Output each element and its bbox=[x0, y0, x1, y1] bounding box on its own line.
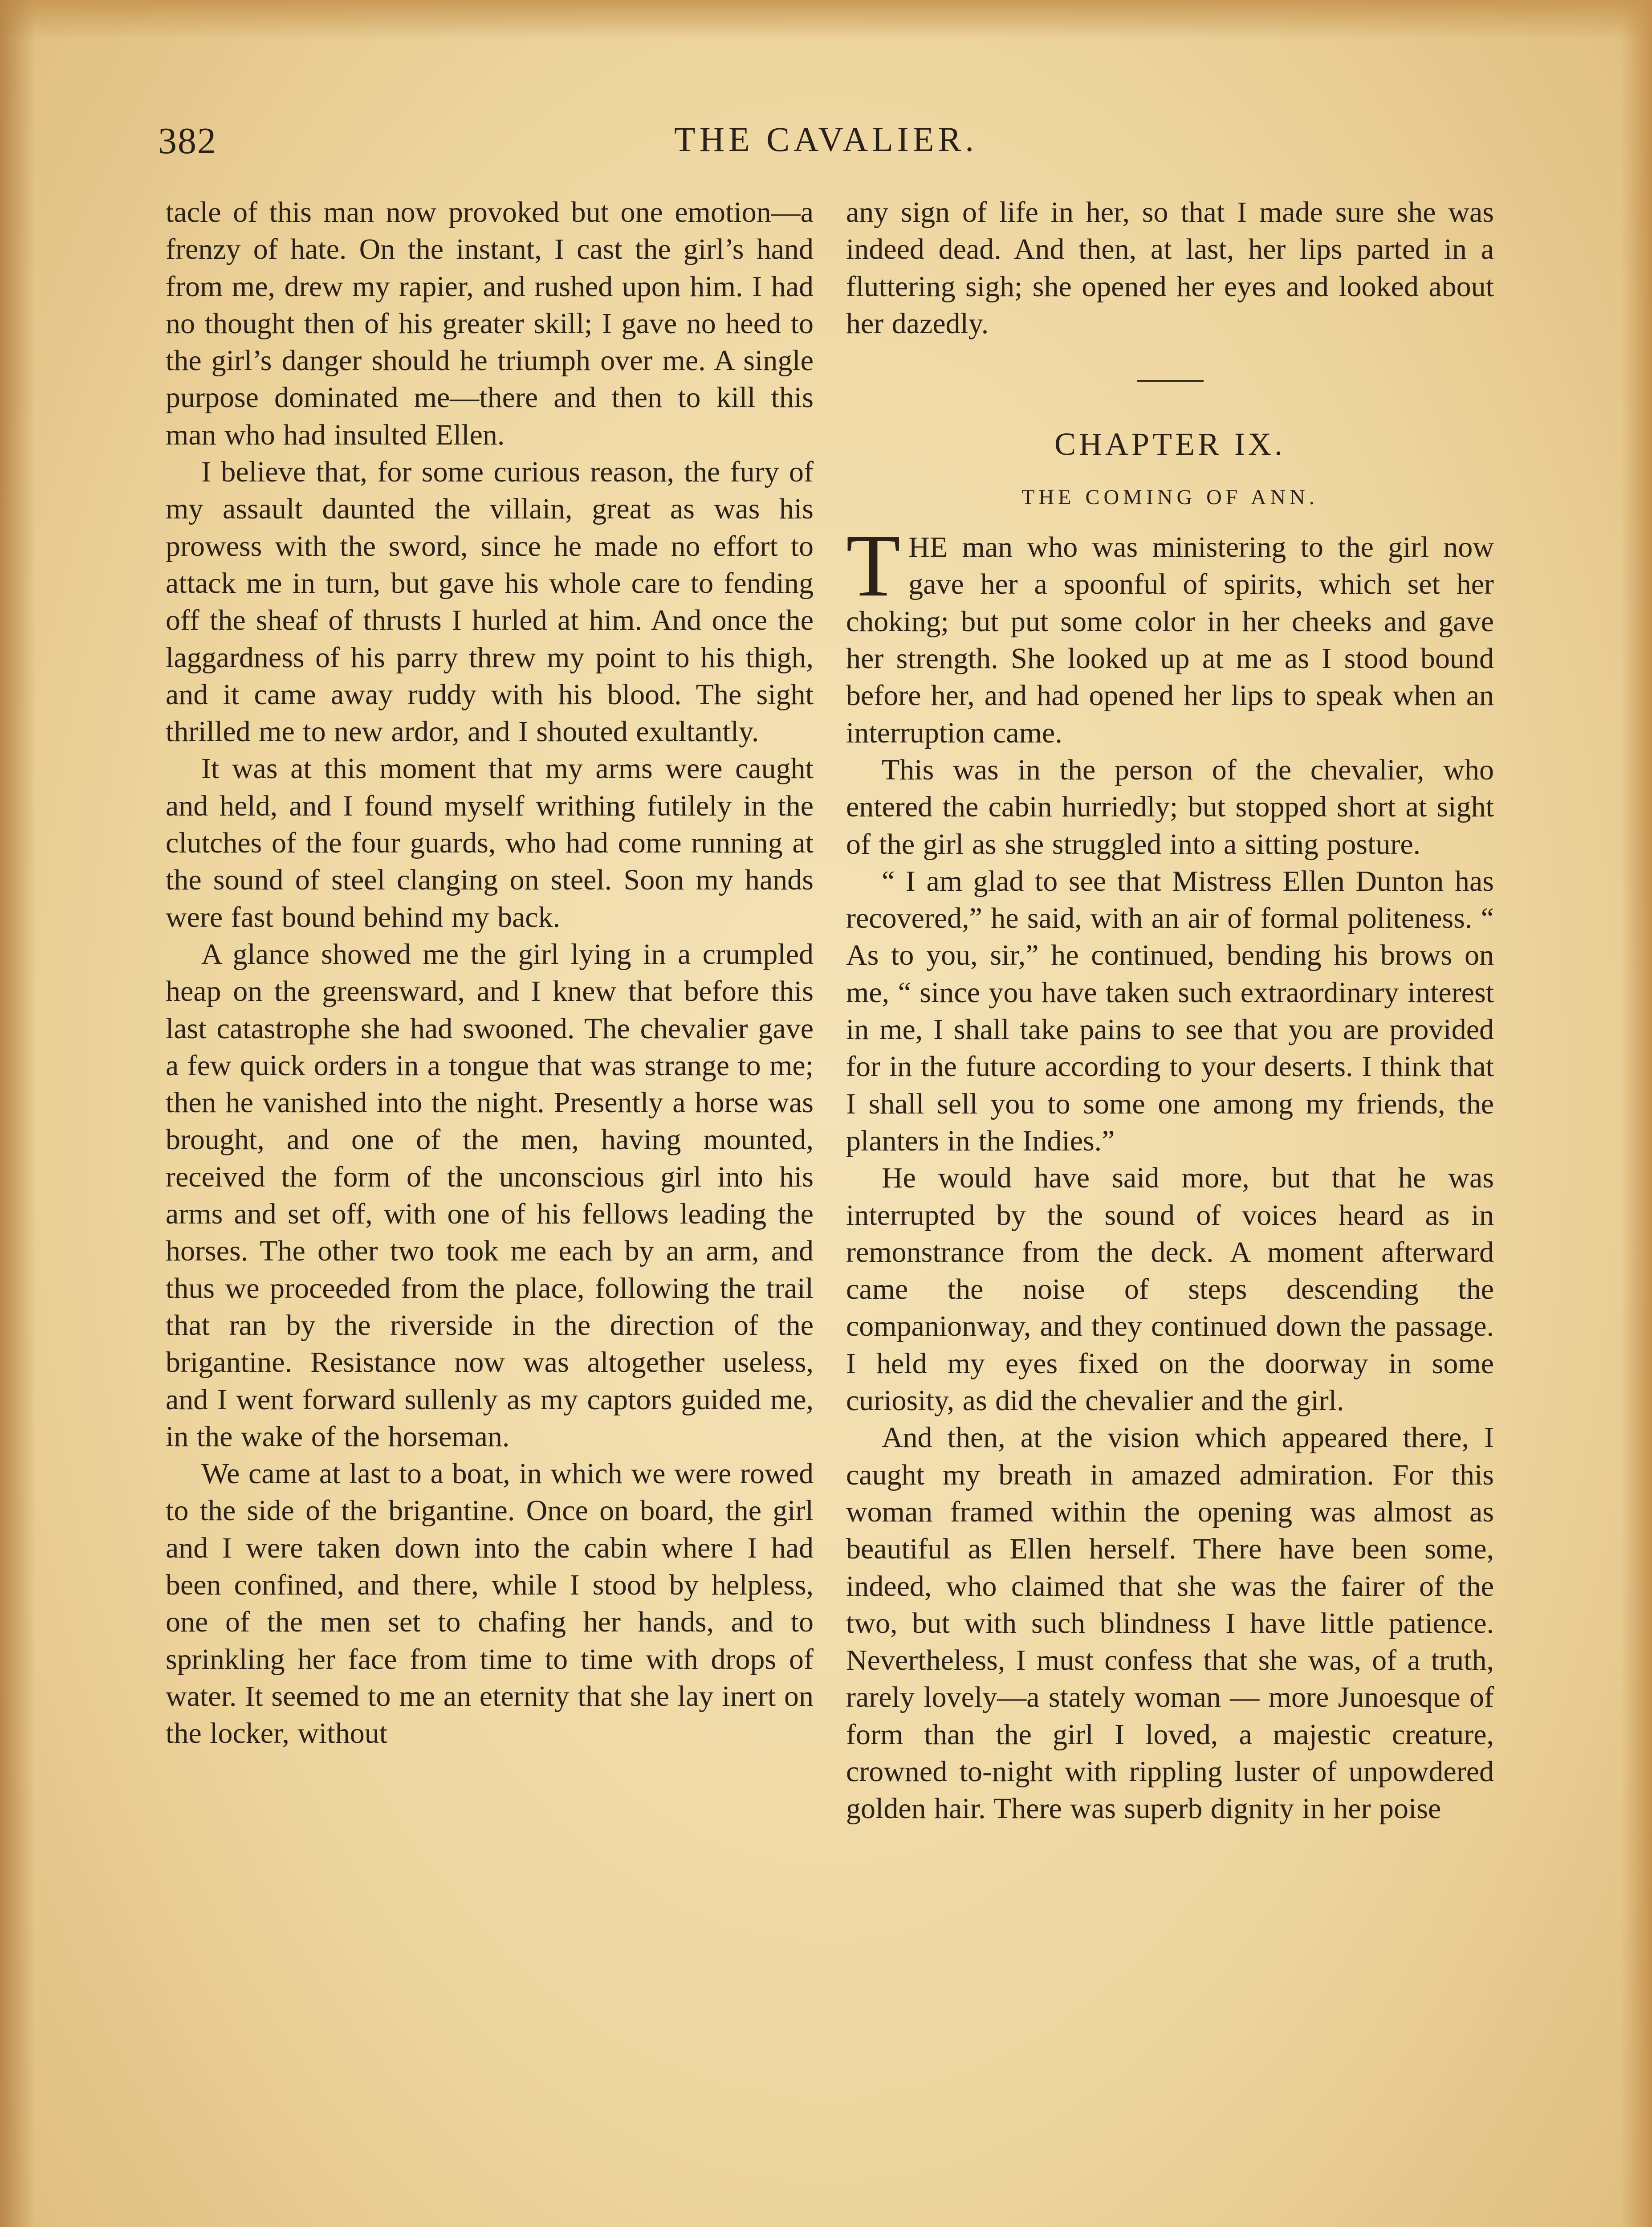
body-paragraph: tacle of this man now provoked but one emotion—a frenzy of hate. On the instant, I cast the girl’s hand from me, drew my rapier, and rushed upon him. I had no thought then of his greater skill; I gave no heed to the girl’s danger should he triumph over me. A single purpose dominated me—there and then to kill this man who had insulted Ellen. bbox=[166, 196, 814, 451]
body-paragraph: It was at this moment that my arms were caught and held, and I found myself writhing futilely in the clutches of the four guards, who had come running at the sound of steel clanging on steel. Soon my hands were fast bound behind my back. bbox=[166, 752, 814, 934]
body-paragraph: He would have said more, but that he was interrupted by the sound of voices heard as in remonstrance from the deck. A moment afterward came the noise of steps descending the companionway, and they continued down the passage. I held my eyes fixed on the doorway in some curiosity, as did the chevalier and the girl. bbox=[846, 1162, 1494, 1417]
chapter-first-paragraph bbox=[846, 517, 1494, 751]
body-paragraph: This was in the person of the chevalier, who entered the cabin hurriedly; but stopped short at sight of the girl as she struggled into a sitting posture. bbox=[846, 753, 1494, 861]
section-divider-rule bbox=[1137, 380, 1204, 382]
page-edge-top bbox=[0, 0, 1652, 40]
body-paragraph: “ I am glad to see that Mistress Ellen Dunton has recovered,” he said, with an air of formal politeness. “ As to you, sir,” he continued, bending his brows on me, “ since you have taken such extraordinary interest in me, I shall take pains to see that you are provided for in the future according to your deserts. I think that I shall sell you to some one among my friends, the planters in the Indies.” bbox=[846, 865, 1494, 1157]
page-edge-right bbox=[1621, 0, 1652, 2227]
chapter-title: CHAPTER IX. bbox=[1054, 426, 1286, 462]
body-paragraph: And then, at the vision which appeared there, I caught my breath in amazed admiration. For this woman framed within the opening was almost as beautiful as Ellen herself. There have been some, indeed, who claimed that she was the fairer of the two, but with such blindness I have little patience. Nevertheless, I must confess that she was, of a truth, rarely lovely—a stately woman — more Junoesque of form than the girl I loved, a majestic creature, crowned to-night with rippling luster of unpowdered golden hair. There was superb dignity in her poise bbox=[846, 1421, 1494, 1825]
right-column bbox=[846, 194, 1494, 1827]
page-number: 382 bbox=[158, 120, 217, 162]
drop-cap-letter: T bbox=[846, 517, 901, 616]
body-paragraph: We came at last to a boat, in which we were rowed to the side of the brigantine. Once on board, the girl and I were taken down into the cabin where I had been confined, and there, while I stood by helpless, one of the men set to chafing her hands, and to sprinkling her face from time to time with drops of water. It seemed to me an eternity that she lay inert on the locker, without bbox=[166, 1457, 814, 1750]
page-edge-left bbox=[0, 0, 36, 2227]
left-column bbox=[166, 194, 814, 1752]
chapter-subtitle: THE COMING OF ANN. bbox=[1021, 485, 1318, 510]
body-paragraph: any sign of life in her, so that I made sure she was indeed dead. And then, at last, her lips parted in a fluttering sigh; she opened her eyes and looked about her dazedly. bbox=[846, 196, 1494, 340]
running-title: THE CAVALIER. bbox=[674, 120, 978, 159]
body-paragraph: I believe that, for some curious reason, the fury of my assault daunted the villain, great as was his prowess with the sword, since he made no effort to attack me in turn, but gave his whole care to fending off the sheaf of thrusts I hurled at him. And once the laggardness of his parry threw my point to his thigh, and it came away ruddy with his blood. The sight thrilled me to new ardor, and I shouted exultantly. bbox=[166, 456, 814, 748]
body-paragraph: A glance showed me the girl lying in a crumpled heap on the greensward, and I knew that before this last catastrophe she had swooned. The chevalier gave a few quick orders in a tongue that was strange to me; then he vanished into the night. Presently a horse was brought, and one of the men, having mounted, received the form of the unconscious girl into his arms and set off, with one of his fellows leading the horses. The other two took me each by an arm, and thus we proceeded from the place, following the trail that ran by the riverside in the direction of the brigantine. Resistance now was altogether useless, and I went forward sullenly as my captors guided me, in the wake of the horseman. bbox=[166, 938, 814, 1453]
first-paragraph-text: HE man who was ministering to the girl now gave her a spoonful of spirits, which set her choking; but put some color in her cheeks and gave her strength. She looked up at me as I stood bound before her, and had opened her lips to speak when an interruption came. bbox=[846, 531, 1494, 749]
